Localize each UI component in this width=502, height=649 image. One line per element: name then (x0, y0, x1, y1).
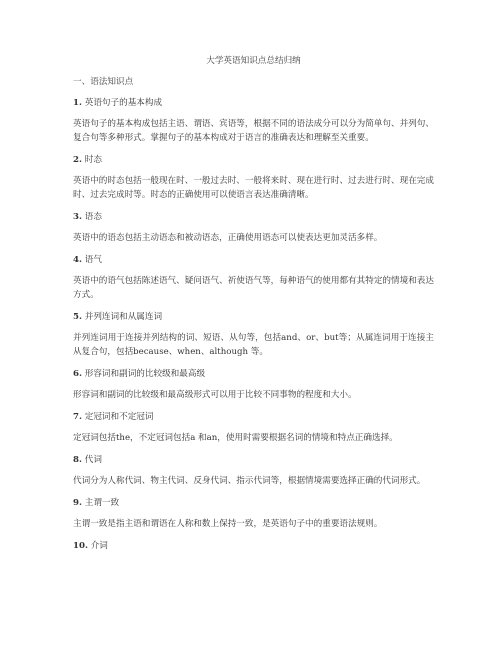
section-heading (73, 254, 434, 266)
section-number: 4. (73, 255, 82, 265)
section-heading (73, 154, 434, 166)
section-number: 3. (73, 212, 82, 222)
part-title: 一、语法知识点 (73, 77, 134, 87)
section-7 (73, 411, 434, 445)
section-5 (73, 311, 434, 359)
section-heading (73, 97, 434, 109)
section-10 (73, 540, 434, 552)
section-heading-text: 主谓一致 (84, 498, 120, 508)
section-9 (73, 497, 434, 531)
section-body: 代词分为人称代词、物主代词、反身代词、指示代词等，根据情境需要选择正确的代词形式。 (73, 476, 426, 486)
section-body: 形容词和副词的比较级和最高级形式可以用于比较不同事物的程度和大小。 (73, 390, 357, 400)
section-1 (73, 97, 434, 145)
section-body: 英语中的时态包括一般现在时、一般过去时、一般将来时、现在进行时、过去进行时、现在完成时、过去完成时等。时态的正确使用可以使语言表达准确清晰。 (73, 176, 434, 200)
section-number: 6. (73, 369, 82, 379)
section-number: 2. (73, 155, 82, 165)
section-2 (73, 154, 434, 202)
section-body: 定冠词包括the，不定冠词包括a 和an，使用时需要根据名词的情境和特点正确选择。 (73, 433, 398, 443)
section-heading-text: 英语句子的基本构成 (84, 98, 163, 108)
section-heading (73, 454, 434, 466)
section-4 (73, 254, 434, 302)
section-body: 英语中的语气包括陈述语气、疑问语气、祈使语气等，每种语气的使用都有其特定的情境和表达方式。 (73, 276, 434, 300)
section-heading (73, 311, 434, 323)
section-body: 英语中的语态包括主动语态和被动语态，正确使用语态可以使表达更加灵活多样。 (73, 233, 383, 243)
section-heading-text: 并列连词和从属连词 (84, 312, 163, 322)
section-heading-text: 定冠词和不定冠词 (84, 412, 154, 422)
section-number: 9. (73, 498, 82, 508)
section-heading-text: 代词 (84, 455, 102, 465)
section-8 (73, 454, 434, 488)
section-heading (73, 411, 434, 423)
section-heading (73, 540, 434, 552)
section-heading-text: 语气 (84, 255, 102, 265)
section-6 (73, 368, 434, 402)
section-heading (73, 368, 434, 380)
section-number: 10. (73, 541, 88, 551)
section-number: 8. (73, 455, 82, 465)
section-heading (73, 497, 434, 509)
section-3 (73, 211, 434, 245)
section-body: 并列连词用于连接并列结构的词、短语、从句等，包括and、or、but等；从属连词用于连接主从复合句，包括because、when、although 等。 (73, 333, 434, 357)
section-number: 1. (73, 98, 82, 108)
section-number: 5. (73, 312, 82, 322)
section-heading-text: 介词 (90, 541, 108, 551)
section-body: 主谓一致是指主语和谓语在人称和数上保持一致，是英语句子中的重要语法规则。 (73, 519, 383, 529)
section-heading-text: 形容词和副词的比较级和最高级 (84, 369, 206, 379)
document-title: 大学英语知识点总结归纳 (206, 56, 301, 66)
section-number: 7. (73, 412, 82, 422)
section-heading-text: 时态 (84, 155, 102, 165)
section-body: 英语句子的基本构成包括主语、谓语、宾语等，根据不同的语法成分可以分为简单句、并列句、复合句等多种形式。掌握句子的基本构成对于语言的准确表达和理解至关重要。 (73, 119, 434, 143)
section-heading (73, 211, 434, 223)
section-heading-text: 语态 (84, 212, 102, 222)
